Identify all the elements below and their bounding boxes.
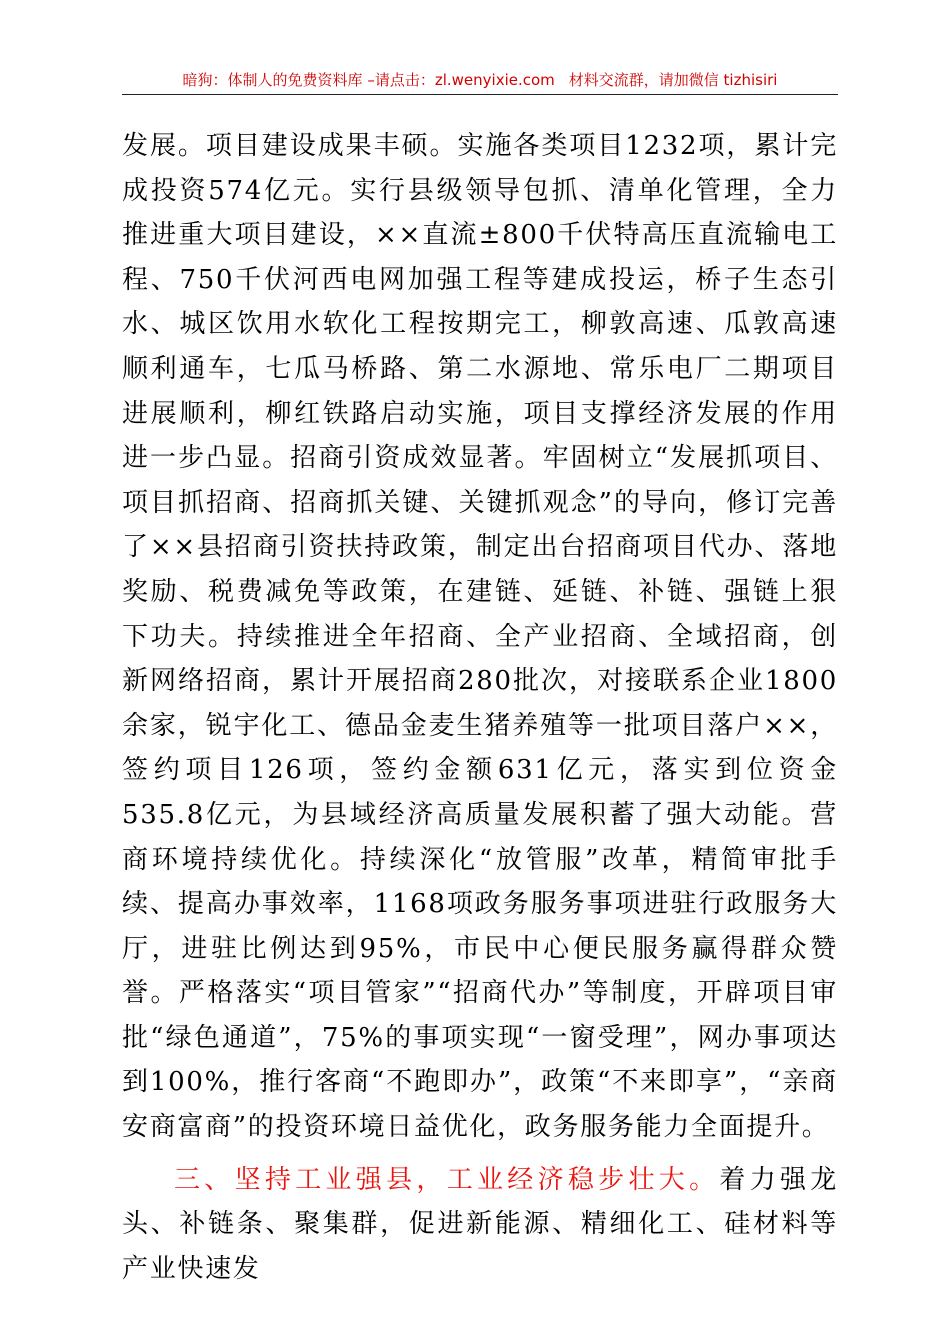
section-text: 着力强龙头、补链条、聚集群，促进新能源、精细化工、硅材料等产业快速发 [122,1164,838,1284]
page-header [122,70,838,90]
section-heading: 三、坚持工业强县，工业经济稳步壮大。 [174,1164,720,1195]
header-link[interactable]: –请点击：zl.wenyixie.com [362,71,555,89]
body-paragraph: 发展。项目建设成果丰硕。实施各类项目1232项，累计完成投资574亿元。实行县级领导包抓、清单化管理，全力推进重大项目建设，××直流±800千伏特高压直流输电工程、750千伏河西电网加强工程等建成投运，桥子生态引水、城区饮用水软化工程按期完工，柳敦高速、瓜敦高速顺利通车，七瓜马桥路、第二水源地、常乐电厂二期项目进展顺利，柳红铁路启动实施，项目支撑经济发展的作用进一步凸显。招商引资成效显著。牢固树立“发展抓项目、项目抓招商、招商抓关键、关键抓观念”的导向，修订完善了××县招商引资扶持政策，制定出台招商项目代办、落地奖励、税费减免等政策，在建链、延链、补链、强链上狠下功夫。持续推进全年招商、全产业招商、全域招商，创新网络招商，累计开展招商280批次，对接联系企业1800余家，锐宇化工、德品金麦生猪养殖等一批项目落户××，签约项目126项，签约金额631亿元，落实到位资金535.8亿元，为县域经济高质量发展积蓄了强大动能。营商环境持续优化。持续深化“放管服”改革，精简审批手续、提高办事效率，1168项政务服务事项进驻行政服务大厅，进驻比例达到95%，市民中心便民服务赢得群众赞誉。严格落实“项目管家”“招商代办”等制度，开辟项目审批“绿色通道”，75%的事项实现“一窗受理”，网办事项达到100%，推行客商“不跑即办”，政策“不来即享”，“亲商安商富商”的投资环境日益优化，政务服务能力全面提升。 [122,131,838,1143]
header-contact: 材料交流群，请加微信 tizhisiri [568,71,778,89]
header-divider [122,94,838,95]
section-paragraph [122,1158,838,1292]
header-title: 暗狗：体制人的免费资料库 [182,71,363,89]
document-body [122,124,838,1291]
